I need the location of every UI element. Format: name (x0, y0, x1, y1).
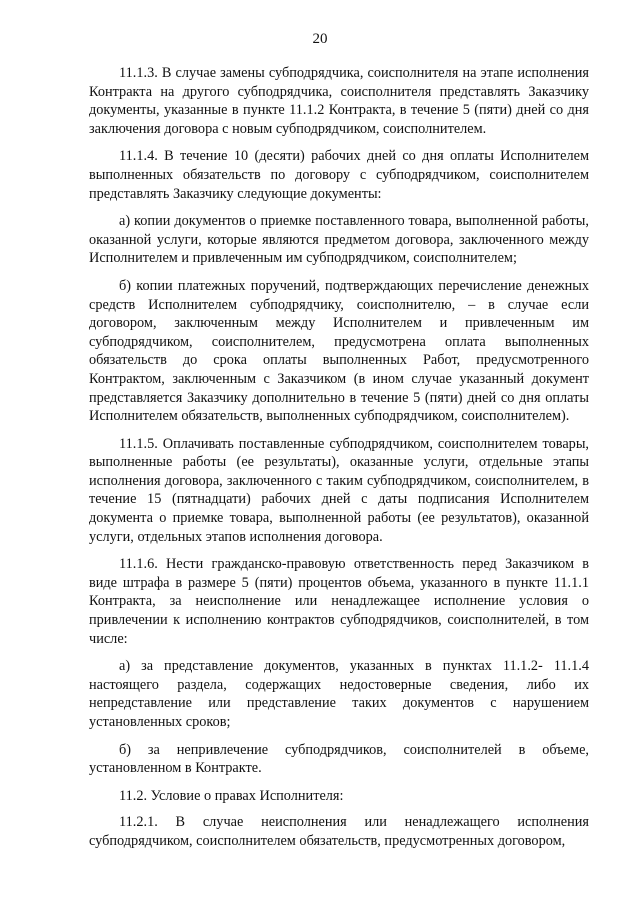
paragraph-11-1-6-b: б) за непривлечение субподрядчиков, соисполнителей в объеме, установленном в Контракте. (89, 741, 589, 777)
paragraph-11-1-4-b: б) копии платежных поручений, подтверждающих перечисление денежных средств Исполнителем субподрядчику, соисполнителю, – в случае если договором, заключенным между Исполнителем и привлеченным им субподрядчиком, соисполнителем, предусмотрена оплата выполненных обязательств до срока оплаты выполненных Работ, предусмотренного Контрактом, заключенным с Заказчиком (в ином случае указанный документ представляется Заказчику дополнительно в течение 5 (пяти) дней со дня оплаты Исполнителем обязательств, выполненных субподрядчиком, соисполнителем). (89, 277, 589, 425)
paragraph-11-2: 11.2. Условие о правах Исполнителя: (119, 787, 344, 804)
paragraph-11-1-6: 11.1.6. Нести гражданско-правовую ответственность перед Заказчиком в виде штрафа в размере 5 (пяти) процентов объема, указанного в пункте 11.1.1 Контракта, за неисполнение или ненадлежащее исполнение условия о привлечении к исполнению контрактов субподрядчиков, соисполнителей, в том числе: (89, 556, 589, 647)
paragraph-11-1-4: 11.1.4. В течение 10 (десяти) рабочих дней со дня оплаты Исполнителем выполненных обязательств по договору с субподрядчиком, соисполнителем представлять Заказчику следующие документы: (89, 148, 589, 202)
paragraph-11-2-1: 11.2.1. В случае неисполнения или ненадлежащего исполнения субподрядчиком, соисполнителем обязательств, предусмотренных договором, (89, 814, 589, 849)
document-body (89, 64, 589, 860)
page-number: 20 (312, 31, 328, 47)
paragraph-11-1-4-a: а) копии документов о приемке поставленного товара, выполненной работы, оказанной услуги, которые являются предметом договора, заключенного между Исполнителем и привлеченным им субподрядчиком, соисполнителем; (89, 213, 589, 267)
paragraph-11-1-5: 11.1.5. Оплачивать поставленные субподрядчиком, соисполнителем товары, выполненные работы (ее результаты), оказанные услуги, отдельные этапы исполнения договора, заключенного с таким субподрядчиком, соисполнителем, в течение 15 (пятнадцати) рабочих дней с даты подписания Исполнителем документа о приемке товара, выполненной работы (ее результатов), оказанной услуги, отдельных этапов исполнения договора. (89, 435, 589, 545)
paragraph-11-1-6-a: а) за представление документов, указанных в пунктах 11.1.2- 11.1.4 настоящего раздела, содержащих недостоверные сведения, либо их непредставление или представление таких документов с нарушением установленных сроков; (89, 658, 589, 730)
paragraph-11-1-3: 11.1.3. В случае замены субподрядчика, соисполнителя на этапе исполнения Контракта на другого субподрядчика, соисполнителя представлять Заказчику документы, указанные в пункте 11.1.2 Контракта, в течение 5 (пяти) дней со дня заключения договора с новым субподрядчиком, соисполнителем. (89, 65, 589, 137)
